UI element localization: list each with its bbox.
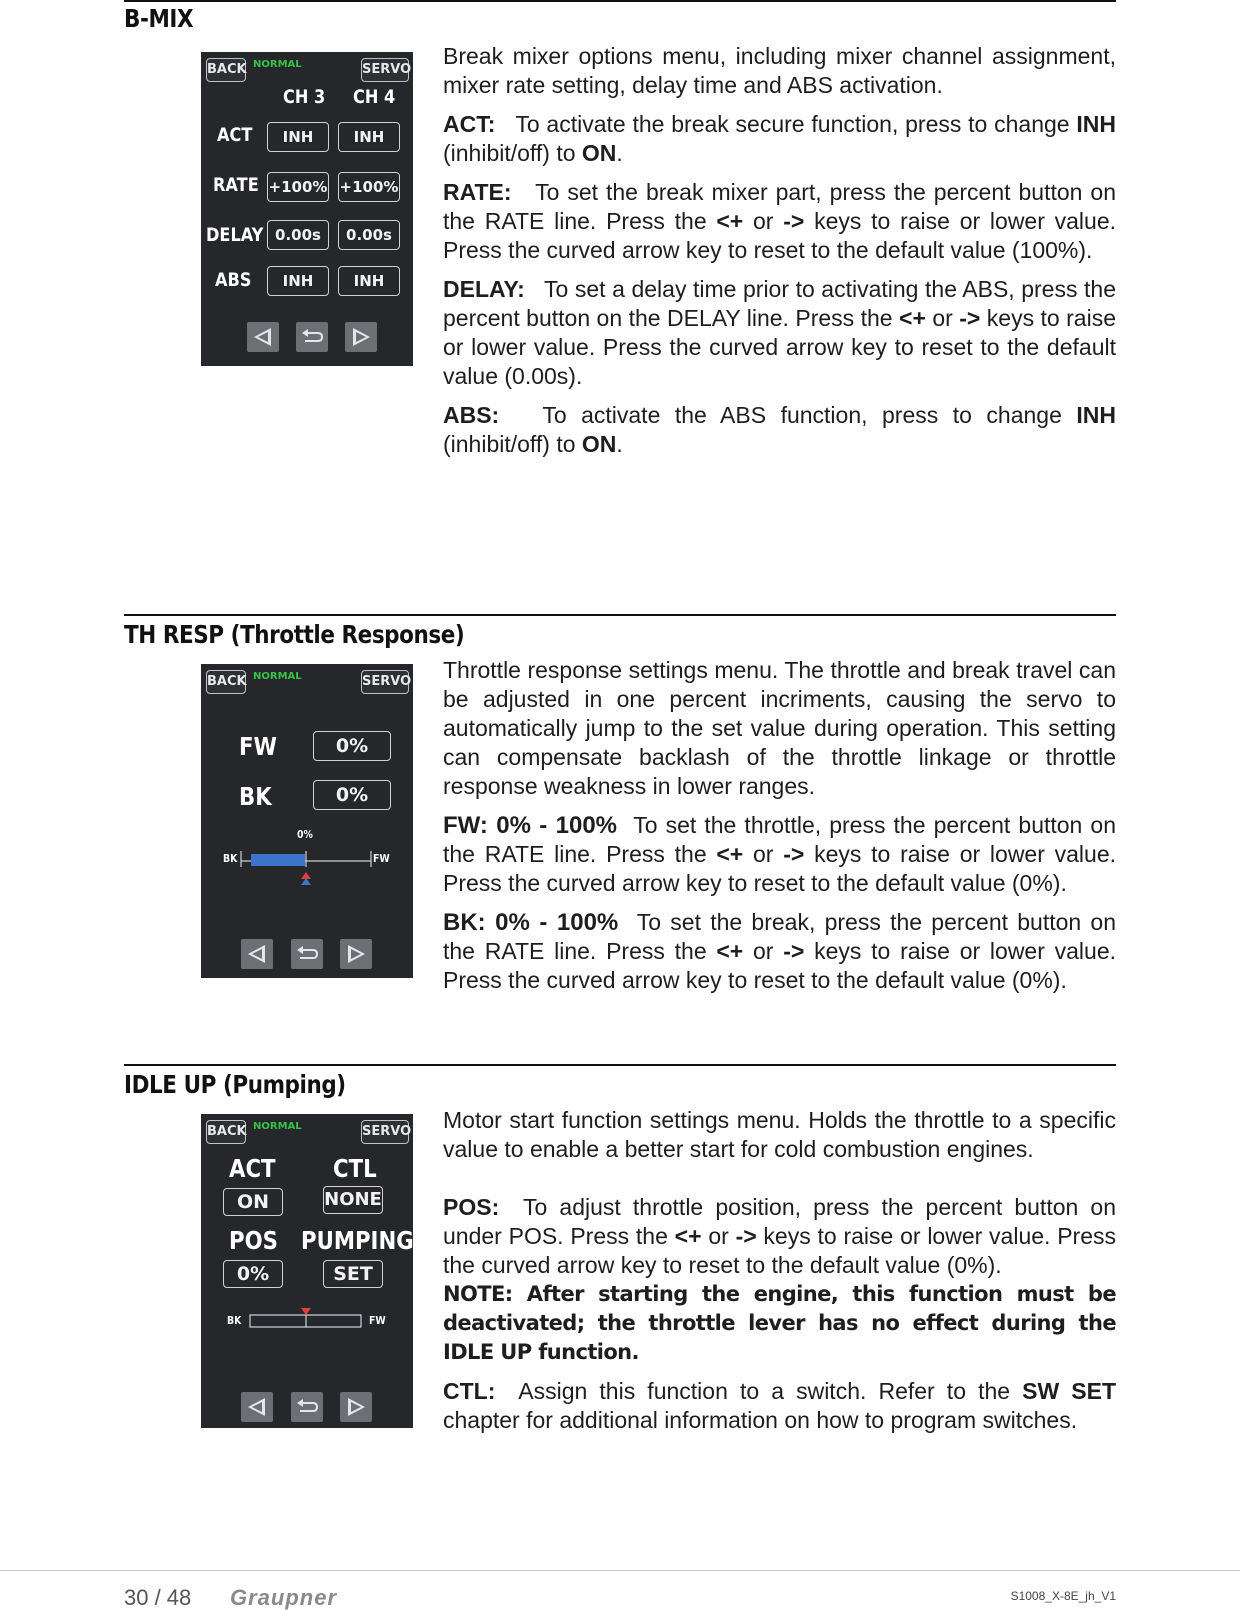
servo-button[interactable]: SERVO — [361, 670, 409, 694]
bk-value-button[interactable]: 0% — [313, 780, 391, 810]
abs-ch3-button[interactable]: INH — [267, 266, 329, 296]
reset-button[interactable] — [291, 939, 323, 969]
section-heading-bmix: B-MIX — [124, 4, 194, 33]
curved-arrow-icon — [296, 322, 328, 352]
idleup-description — [443, 1106, 1116, 1445]
footer-divider — [0, 1570, 1240, 1571]
ch4-header: CH 4 — [353, 86, 396, 108]
decrease-button[interactable] — [241, 939, 273, 969]
left-arrow-icon — [241, 1392, 273, 1422]
pos-value-button[interactable]: 0% — [223, 1260, 283, 1288]
thresp-intro: Throttle response settings menu. The throttle and break travel can be adjusted in one percent incriments, causing the servo to automatically jump to the set value during operation. This setting can compensate backlash of the throttle linkage or throttle response weakness in lower ranges. — [443, 657, 1116, 799]
bar-value-label: 0% — [297, 828, 313, 841]
curved-arrow-icon — [291, 939, 323, 969]
servo-button[interactable]: SERVO — [361, 58, 409, 82]
mode-label: NORMAL — [253, 59, 302, 70]
delay-label: DELAY — [206, 224, 264, 246]
section-divider — [124, 0, 1116, 2]
delay-ch4-button[interactable]: 0.00s — [338, 220, 400, 250]
back-button[interactable]: BACK — [206, 670, 246, 694]
act-ch4-button[interactable]: INH — [338, 122, 400, 152]
idleup-intro: Motor start function settings menu. Holds the throttle to a specific value to enable a better start for cold combustion engines. — [443, 1107, 1116, 1162]
position-marker — [301, 1308, 311, 1315]
marker-blue — [301, 878, 311, 885]
ch3-header: CH 3 — [283, 86, 326, 108]
fw-value-button[interactable]: 0% — [313, 731, 391, 761]
marker-red — [301, 872, 311, 879]
bmix-screen — [201, 52, 413, 366]
back-button[interactable]: BACK — [206, 1120, 246, 1144]
bmix-delay-paragraph: DELAY: To set a delay time prior to activating the ABS, press the percent button on the DELAY line. Press the <+ or -> keys to raise or lower value. Press the curved arrow key to reset to the default value (0.00s). — [443, 276, 1116, 389]
increase-button[interactable] — [345, 322, 377, 352]
reset-button[interactable] — [291, 1392, 323, 1422]
left-arrow-icon — [241, 939, 273, 969]
bmix-act-paragraph: ACT: To activate the break secure function, press to change INH (inhibit/off) to ON. — [443, 111, 1116, 166]
thresp-fw-paragraph: FW: 0% - 100% To set the throttle, press the percent button on the RATE line. Press the <+ or -> keys to raise or lower value. Press the curved arrow key to reset to the default value (0%). — [443, 812, 1117, 896]
right-arrow-icon — [340, 1392, 372, 1422]
abs-label: ABS — [215, 269, 252, 291]
ctl-label: CTL — [333, 1154, 377, 1183]
right-arrow-icon — [340, 939, 372, 969]
act-label: ACT — [217, 124, 253, 146]
rate-label: RATE — [213, 174, 259, 196]
document-id: S1008_X-8E_jh_V1 — [1010, 1589, 1116, 1603]
idleup-pos-paragraph: POS: To adjust throttle position, press the percent button on under POS. Press the <+ or -> keys to raise or lower value. Press the curved arrow key to reset to the default value (0%). NOTE: After starting the engine, this function must be deactivated; the throttle lever has no effect during the IDLE UP function. — [443, 1193, 1116, 1367]
bk-label: BK — [239, 782, 272, 811]
section-divider — [124, 614, 1116, 616]
bar-left-label: BK — [227, 1314, 242, 1327]
right-arrow-icon — [345, 322, 377, 352]
ctl-switch-button[interactable]: NONE — [323, 1186, 383, 1214]
pumping-label: PUMPING — [301, 1226, 414, 1255]
idleup-ctl-paragraph: CTL: Assign this function to a switch. Refer to the SW SET chapter for additional information on how to program switches. — [443, 1378, 1117, 1433]
act-label: ACT — [229, 1154, 276, 1183]
act-ch3-button[interactable]: INH — [267, 122, 329, 152]
increase-button[interactable] — [340, 1392, 372, 1422]
bar-right-label: FW — [373, 852, 390, 865]
mode-label: NORMAL — [253, 1121, 302, 1132]
section-heading-idleup: IDLE UP (Pumping) — [124, 1070, 346, 1099]
bk-bar-fill — [251, 854, 305, 866]
bar-left-label: BK — [223, 852, 238, 865]
thresp-screen — [201, 664, 413, 978]
reset-button[interactable] — [296, 322, 328, 352]
curved-arrow-icon — [291, 1392, 323, 1422]
fw-label: FW — [239, 732, 277, 761]
bmix-rate-paragraph: RATE: To set the break mixer part, press the percent button on the RATE line. Press the <+ or -> keys to raise or lower value. Press the curved arrow key to reset to the default value (100%). — [443, 179, 1117, 263]
thresp-bk-paragraph: BK: 0% - 100% To set the break, press the percent button on the RATE line. Press the <+ or -> keys to raise or lower value. Press the curved arrow key to reset to the default value (0%). — [443, 909, 1117, 993]
decrease-button[interactable] — [241, 1392, 273, 1422]
rate-ch4-button[interactable]: +100% — [338, 172, 400, 202]
pumping-set-button[interactable]: SET — [323, 1260, 383, 1288]
mode-label: NORMAL — [253, 671, 302, 682]
servo-button[interactable]: SERVO — [361, 1120, 409, 1144]
left-arrow-icon — [247, 322, 279, 352]
bmix-description — [443, 42, 1116, 469]
rate-ch3-button[interactable]: +100% — [267, 172, 329, 202]
thresp-description — [443, 656, 1116, 1005]
section-heading-thresp: TH RESP (Throttle Response) — [124, 620, 465, 649]
increase-button[interactable] — [340, 939, 372, 969]
bar-right-label: FW — [369, 1314, 386, 1327]
brand-logo: Graupner — [230, 1585, 338, 1610]
bmix-intro: Break mixer options menu, including mixer channel assignment, mixer rate setting, delay time and ABS activation. — [443, 43, 1116, 98]
decrease-button[interactable] — [247, 322, 279, 352]
page-number: 30 / 48 — [124, 1585, 192, 1610]
idleup-screen — [201, 1114, 413, 1428]
delay-ch3-button[interactable]: 0.00s — [267, 220, 329, 250]
throttle-bar — [201, 664, 413, 978]
bmix-abs-paragraph: ABS: To activate the ABS function, press to change INH (inhibit/off) to ON. — [443, 402, 1116, 457]
back-button[interactable]: BACK — [206, 58, 246, 82]
position-bar — [201, 1114, 413, 1428]
act-toggle-button[interactable]: ON — [223, 1188, 283, 1216]
idleup-note: NOTE: After starting the engine, this function must be deactivated; the throttle lever has no effect during the IDLE UP function. — [443, 1282, 1116, 1364]
section-divider — [124, 1064, 1116, 1066]
abs-ch4-button[interactable]: INH — [338, 266, 400, 296]
pos-label: POS — [229, 1226, 278, 1255]
